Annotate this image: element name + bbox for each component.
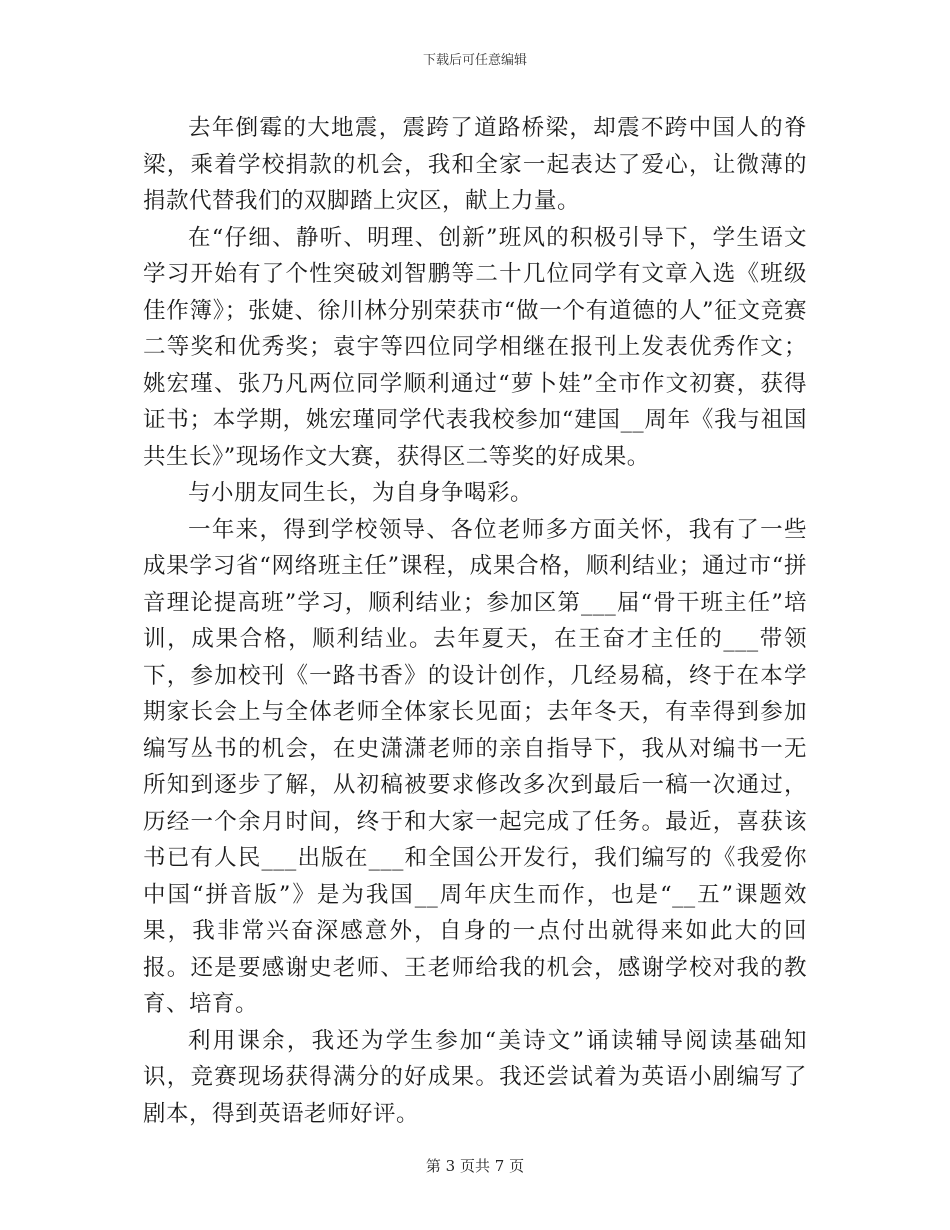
paragraph-personal-achievements: 一年来，得到学校领导、各位老师多方面关怀，我有了一些成果学习省“网络班主任”课程，成果合格，顺利结业；通过市“拼音理论提高班”学习，顺利结业；参加区第___届“骨干班主任”培训，成果合格，顺利结业。去年夏天，在王奋才主任的___带领下，参加校刊《一路书香》的设计创作，几经易稿，终于在本学期家长会上与全体老师全体家长见面；去年冬天，有幸得到参加编写丛书的机会，在史潇潇老师的亲自指导下，我从对编书一无所知到逐步了解，从初稿被要求修改多次到最后一稿一次通过，历经一个余月时间，终于和大家一起完成了任务。最近，喜获该书已有人民___出版在___和全国公开发行，我们编写的《我爱你中国“拼音版”》是为我国__周年庆生而作，也是“__五”课题效果，我非常兴奋深感意外，自身的一点付出就得来如此大的回报。还是要感谢史老师、王老师给我的机会，感谢学校对我的教育、培育。 xyxy=(143,516,807,1017)
document-body xyxy=(143,110,807,1132)
paragraph-student-writing-achievements: 在“仔细、静听、明理、创新”班风的积极引导下，学生语文学习开始有了个性突破刘智鹏等二十几位同学有文章入选《班级佳作簿》；张婕、徐川林分别荣获市“做一个有道德的人”征文竞赛二等奖和优秀奖；袁宇等四位同学相继在报刊上发表优秀作文；姚宏瑾、张乃凡两位同学顺利通过“萝卜娃”全市作文初赛，获得证书；本学期，姚宏瑾同学代表我校参加“建国__周年《我与祖国共生长》”现场作文大赛，获得区二等奖的好成果。 xyxy=(143,224,807,470)
page-number-footer: 第 3 页共 7 页 xyxy=(425,1157,525,1175)
paragraph-earthquake-donation: 去年倒霉的大地震，震跨了道路桥梁，却震不跨中国人的脊梁，乘着学校捐款的机会，我和全家一起表达了爱心，让微薄的捐款代替我们的双脚踏上灾区，献上力量。 xyxy=(143,115,807,214)
paragraph-extracurricular: 利用课余，我还为学生参加“美诗文”诵读辅导阅读基础知识，竞赛现场获得满分的好成果。我还尝试着为英语小剧编写了剧本，得到英语老师好评。 xyxy=(143,1027,807,1127)
page-header: 下载后可任意编辑 xyxy=(422,53,527,68)
paragraph-grow-with-children: 与小朋友同生长，为自身争喝彩。 xyxy=(188,480,534,506)
